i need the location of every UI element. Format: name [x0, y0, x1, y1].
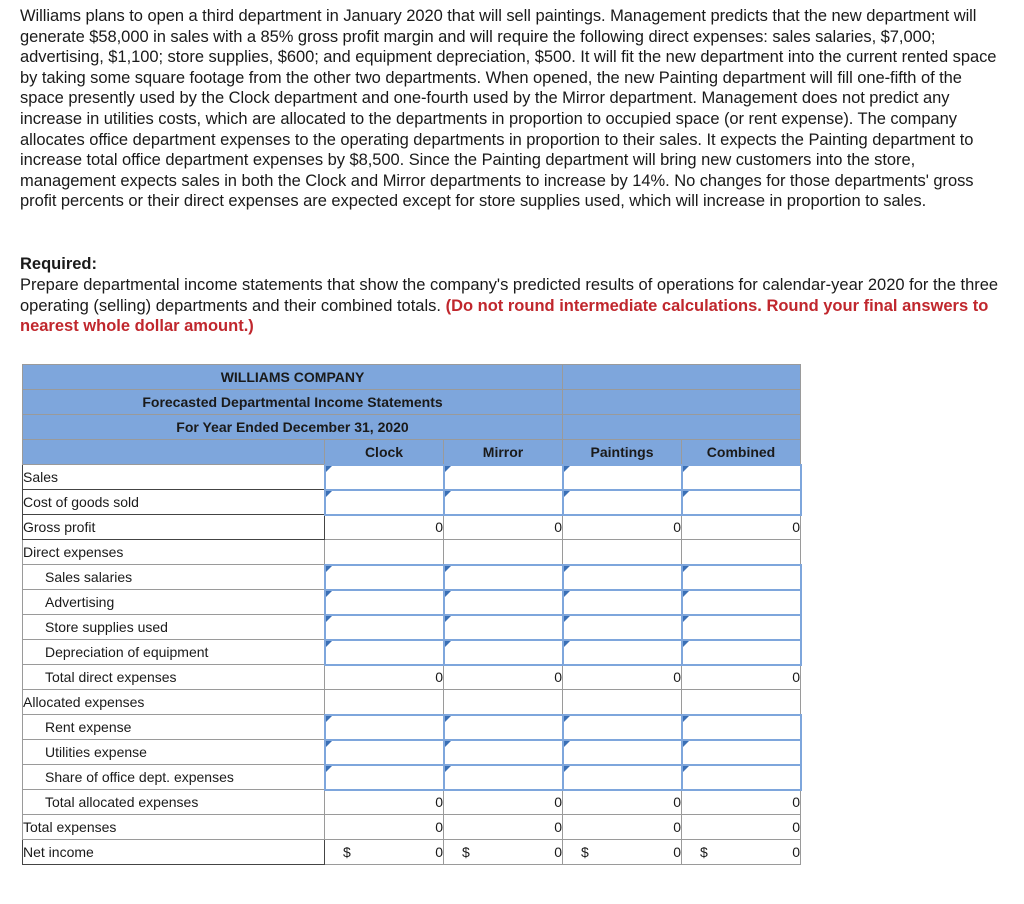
salaries-combined-input[interactable]	[682, 565, 801, 590]
statement-title: Forecasted Departmental Income Statements	[23, 390, 563, 415]
total-expenses-combined: 0	[682, 815, 801, 840]
row-label: Net income	[23, 840, 325, 865]
total-direct-clock: 0	[325, 665, 444, 690]
empty-cell	[563, 690, 682, 715]
total-allocated-mirror: 0	[444, 790, 563, 815]
net-income-value: 0	[792, 844, 801, 860]
row-rent	[23, 715, 801, 740]
total-direct-mirror: 0	[444, 665, 563, 690]
row-office-share	[23, 765, 801, 790]
header-filler	[563, 390, 801, 415]
row-total-direct	[23, 665, 801, 690]
dollar-sign: $	[462, 844, 470, 860]
salaries-paintings-input[interactable]	[563, 565, 682, 590]
row-label: Utilities expense	[23, 740, 325, 765]
row-label: Advertising	[23, 590, 325, 615]
section-label: Direct expenses	[23, 540, 325, 565]
cogs-mirror-input[interactable]	[444, 490, 563, 515]
rounding-instruction: (Do not round intermediate calculations. Round your final answers to nearest whole dollar amount.)	[20, 296, 989, 336]
net-income-mirror	[444, 840, 563, 865]
utilities-mirror-input[interactable]	[444, 740, 563, 765]
cogs-clock-input[interactable]	[325, 490, 444, 515]
total-direct-paintings: 0	[563, 665, 682, 690]
advertising-mirror-input[interactable]	[444, 590, 563, 615]
gross-profit-combined: 0	[682, 515, 801, 540]
row-label: Total allocated expenses	[23, 790, 325, 815]
total-expenses-paintings: 0	[563, 815, 682, 840]
row-sales-salaries	[23, 565, 801, 590]
empty-cell	[682, 690, 801, 715]
gross-profit-clock: 0	[325, 515, 444, 540]
row-label: Share of office dept. expenses	[23, 765, 325, 790]
gross-profit-paintings: 0	[563, 515, 682, 540]
col-mirror: Mirror	[444, 440, 563, 465]
problem-paragraph: Williams plans to open a third department in January 2020 that will sell paintings. Management predicts that the new department will generate $58,000 in sales with a 85% gross profit margin and will require the following direct expenses: sales salaries, $7,000; advertising, $1,100; store supplies, $600; and equipment depreciation, $500. It will fit the new department into the current rented space by taking some square footage from the other two departments. When opened, the new Painting department will fill one-fifth of the space presently used by the Clock department and one-fourth used by the Mirror department. Management does not predict any increase in utilities costs, which are allocated to the departments in proportion to occupied space (or rent expense). The company allocates office department expenses to the operating departments in proportion to their sales. It expects the Painting department to increase total office department expenses by $8,500. Since the Painting department will bring new customers into the store, management expects sales in both the Clock and Mirror departments to increase by 14%. No changes for those departments' gross profit percents or their direct expenses are expected except for store supplies used, which will increase in proportion to sales.	[20, 7, 997, 211]
utilities-clock-input[interactable]	[325, 740, 444, 765]
empty-cell	[325, 690, 444, 715]
row-gross-profit	[23, 515, 801, 540]
net-income-clock	[325, 840, 444, 865]
rent-paintings-input[interactable]	[563, 715, 682, 740]
row-direct-expenses	[23, 540, 801, 565]
row-total-expenses	[23, 815, 801, 840]
net-income-value: 0	[435, 844, 443, 860]
office-combined-input[interactable]	[682, 765, 801, 790]
row-utilities	[23, 740, 801, 765]
cogs-combined-input[interactable]	[682, 490, 801, 515]
row-allocated-expenses	[23, 690, 801, 715]
row-sales	[23, 465, 801, 490]
header-filler	[563, 365, 801, 390]
office-clock-input[interactable]	[325, 765, 444, 790]
rent-mirror-input[interactable]	[444, 715, 563, 740]
depreciation-clock-input[interactable]	[325, 640, 444, 665]
header-filler	[563, 415, 801, 440]
gross-profit-mirror: 0	[444, 515, 563, 540]
row-advertising	[23, 590, 801, 615]
total-allocated-clock: 0	[325, 790, 444, 815]
required-heading: Required:	[20, 255, 98, 273]
row-total-allocated	[23, 790, 801, 815]
section-label: Allocated expenses	[23, 690, 325, 715]
company-name: WILLIAMS COMPANY	[23, 365, 563, 390]
income-statement-table	[22, 364, 802, 865]
depreciation-paintings-input[interactable]	[563, 640, 682, 665]
row-label: Rent expense	[23, 715, 325, 740]
office-paintings-input[interactable]	[563, 765, 682, 790]
total-allocated-combined: 0	[682, 790, 801, 815]
row-cogs	[23, 490, 801, 515]
empty-cell	[563, 540, 682, 565]
office-mirror-input[interactable]	[444, 765, 563, 790]
supplies-paintings-input[interactable]	[563, 615, 682, 640]
net-income-value: 0	[554, 844, 563, 860]
advertising-paintings-input[interactable]	[563, 590, 682, 615]
row-label: Gross profit	[23, 515, 325, 540]
supplies-clock-input[interactable]	[325, 615, 444, 640]
row-label: Depreciation of equipment	[23, 640, 325, 665]
row-label: Sales	[23, 465, 325, 490]
sales-combined-input[interactable]	[682, 465, 801, 490]
net-income-combined	[682, 840, 801, 865]
total-expenses-clock: 0	[325, 815, 444, 840]
salaries-clock-input[interactable]	[325, 565, 444, 590]
row-label: Store supplies used	[23, 615, 325, 640]
row-label: Sales salaries	[23, 565, 325, 590]
required-instructions	[20, 275, 1010, 337]
empty-cell	[325, 540, 444, 565]
total-allocated-paintings: 0	[563, 790, 682, 815]
row-store-supplies	[23, 615, 801, 640]
header-blank	[23, 440, 325, 465]
total-direct-combined: 0	[682, 665, 801, 690]
depreciation-mirror-input[interactable]	[444, 640, 563, 665]
supplies-mirror-input[interactable]	[444, 615, 563, 640]
cogs-paintings-input[interactable]	[563, 490, 682, 515]
dollar-sign: $	[343, 844, 351, 860]
col-paintings: Paintings	[563, 440, 682, 465]
net-income-paintings	[563, 840, 682, 865]
total-expenses-mirror: 0	[444, 815, 563, 840]
empty-cell	[682, 540, 801, 565]
advertising-combined-input[interactable]	[682, 590, 801, 615]
sales-mirror-input[interactable]	[444, 465, 563, 490]
statement-period: For Year Ended December 31, 2020	[23, 415, 563, 440]
dollar-sign: $	[700, 844, 708, 860]
sales-paintings-input[interactable]	[563, 465, 682, 490]
rent-clock-input[interactable]	[325, 715, 444, 740]
depreciation-combined-input[interactable]	[682, 640, 801, 665]
col-clock: Clock	[325, 440, 444, 465]
row-net-income	[23, 840, 801, 865]
sales-clock-input[interactable]	[325, 465, 444, 490]
rent-combined-input[interactable]	[682, 715, 801, 740]
row-depreciation	[23, 640, 801, 665]
net-income-value: 0	[673, 844, 682, 860]
row-label: Total expenses	[23, 815, 325, 840]
row-label: Total direct expenses	[23, 665, 325, 690]
row-label: Cost of goods sold	[23, 490, 325, 515]
problem-statement	[20, 6, 1010, 212]
supplies-combined-input[interactable]	[682, 615, 801, 640]
advertising-clock-input[interactable]	[325, 590, 444, 615]
dollar-sign: $	[581, 844, 589, 860]
col-combined: Combined	[682, 440, 801, 465]
utilities-paintings-input[interactable]	[563, 740, 682, 765]
empty-cell	[444, 690, 563, 715]
utilities-combined-input[interactable]	[682, 740, 801, 765]
required-text: Prepare departmental income statements that show the company's predicted results of operations for calendar-year 2020 for the three operating (selling) departments and their combined totals.	[20, 276, 999, 315]
empty-cell	[444, 540, 563, 565]
salaries-mirror-input[interactable]	[444, 565, 563, 590]
